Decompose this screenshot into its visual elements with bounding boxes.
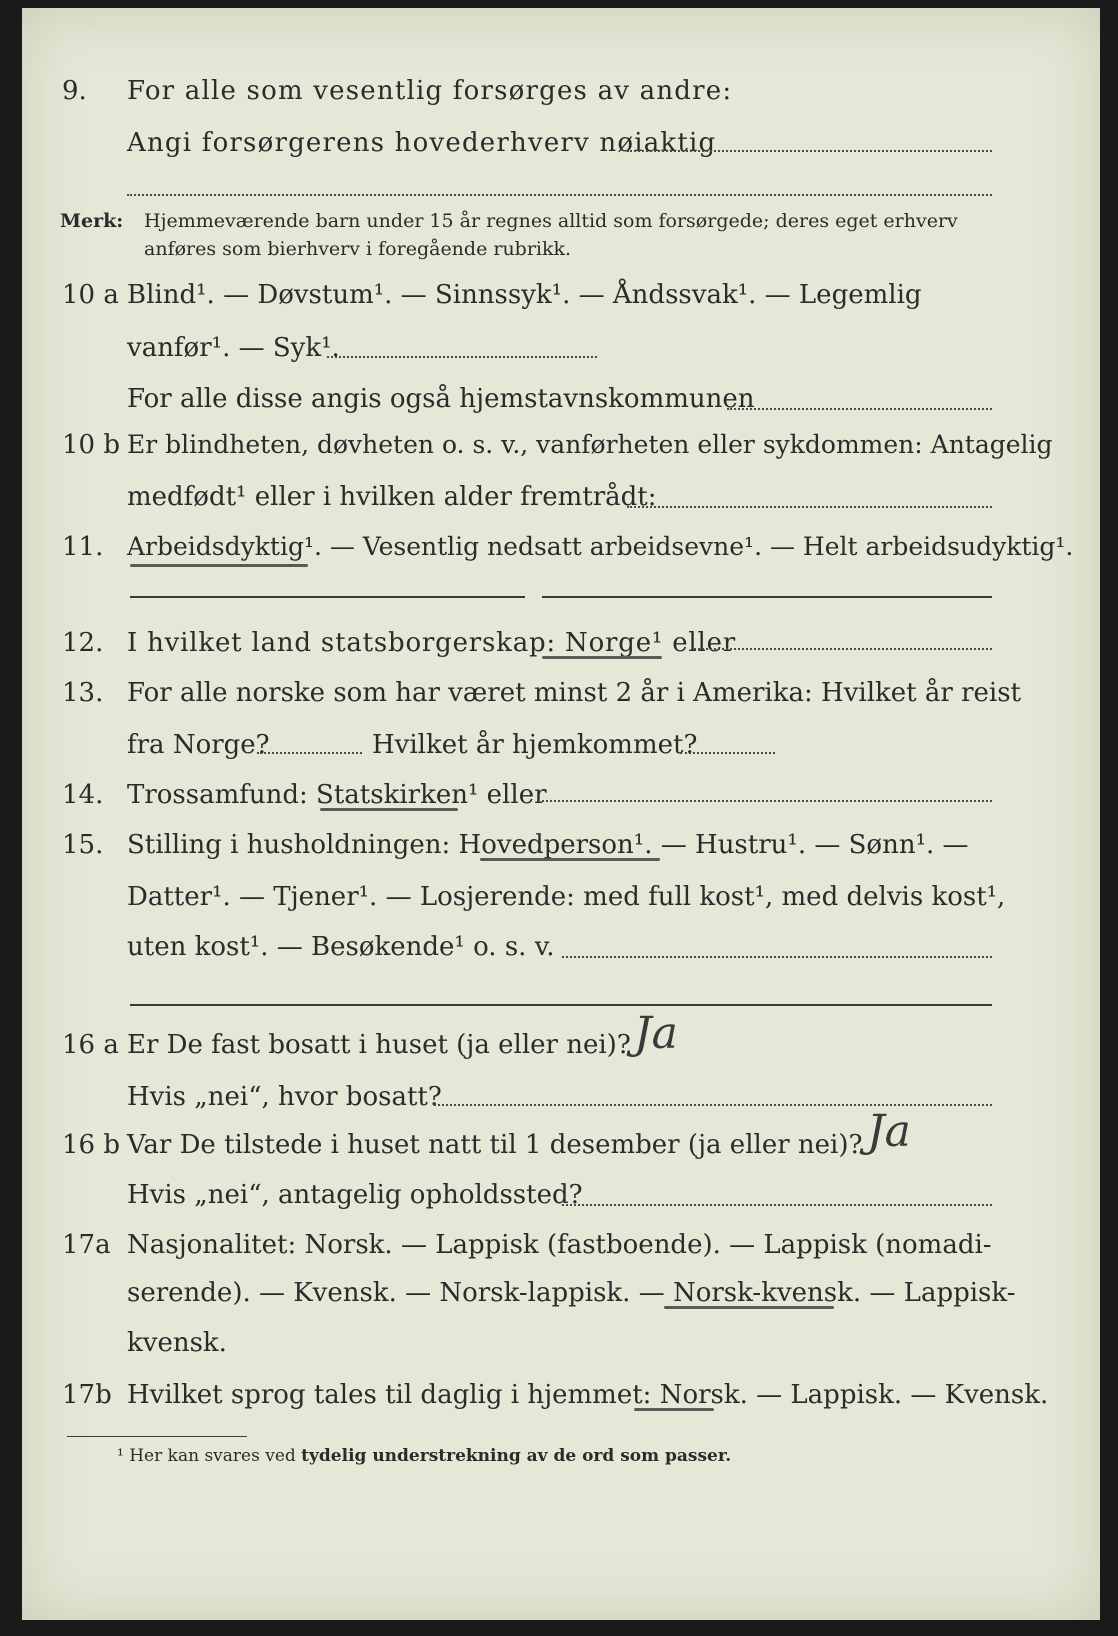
q16b-line2: Hvis „nei“, antagelig opholdssted?	[127, 1180, 583, 1210]
q13-reist-line[interactable]	[257, 752, 362, 754]
q10b-answer-line[interactable]	[627, 506, 992, 508]
q13-line1: For alle norske som har været minst 2 år i Amerika: Hvilket år reist	[127, 678, 1021, 708]
q16a-handwritten-answer: Ja	[634, 1008, 678, 1059]
q17b-line1: Hvilket sprog tales til daglig i hjemmet: Norsk. — Lappisk. — Kvensk.	[127, 1380, 1049, 1410]
q10b-line1: Er blindheten, døvheten o. s. v., vanførheten eller sykdommen: Antagelig	[127, 430, 1053, 459]
footnote-mark: ¹	[117, 1446, 124, 1466]
q13-line2b: Hvilket år hjemkommet?	[372, 730, 698, 760]
q11-line1: Arbeidsdyktig¹. — Vesentlig nedsatt arbeidsevne¹. — Helt arbeidsudyktig¹.	[127, 532, 1074, 561]
q15-number: 15.	[62, 830, 104, 860]
q15-line1: Stilling i husholdningen: Hovedperson¹. — Hustru¹. — Sønn¹. —	[127, 830, 969, 860]
q16b-answer-line[interactable]	[562, 1204, 992, 1206]
q11-handwritten-underline	[130, 564, 308, 567]
q17a-line2: serende). — Kvensk. — Norsk-lappisk. — Norsk-kvensk. — Lappisk-	[127, 1278, 1016, 1308]
q10a-number: 10 a	[62, 280, 119, 310]
q9-line2: Angi forsørgerens hovederhverv nøiaktig	[127, 128, 717, 158]
q11-answer-line[interactable]	[130, 596, 525, 598]
q12-answer-line[interactable]	[694, 648, 992, 650]
q16b-line1: Var De tilstede i huset natt til 1 desember (ja eller nei)?	[127, 1130, 863, 1160]
q12-number: 12.	[62, 628, 104, 658]
q16a-line1: Er De fast bosatt i huset (ja eller nei)?	[127, 1030, 631, 1060]
q15-handwritten-underline	[480, 858, 660, 861]
q16a-line2: Hvis „nei“, hvor bosatt?	[127, 1082, 442, 1112]
merk-line2: anføres som bierhverv i foregående rubrikk.	[144, 238, 572, 260]
q9-line1: For alle som vesentlig forsørges av andre:	[127, 76, 733, 106]
q12-line1: I hvilket land statsborgerskap: Norge¹ eller	[127, 628, 737, 658]
q10a-line3: For alle disse angis også hjemstavnskommunen	[127, 384, 755, 414]
q17a-line3: kvensk.	[127, 1328, 227, 1358]
q10b-line2: medfødt¹ eller i hvilken alder fremtrådt:	[127, 482, 657, 512]
q11-number: 11.	[62, 532, 104, 562]
q13-number: 13.	[62, 678, 104, 708]
q14-number: 14.	[62, 780, 104, 810]
footnote-text-bold: tydelig understrekning av de ord som passer.	[301, 1446, 732, 1466]
q14-line1: Trossamfund: Statskirken¹ eller	[127, 780, 547, 810]
q17a-number: 17a	[62, 1230, 111, 1260]
q11-answer-line-2[interactable]	[542, 596, 992, 598]
q17a-handwritten-underline	[664, 1306, 834, 1309]
q16a-number: 16 a	[62, 1030, 119, 1060]
q17a-line1: Nasjonalitet: Norsk. — Lappisk (fastboende). — Lappisk (nomadi-	[127, 1230, 992, 1260]
q15-answer-line-2[interactable]	[130, 1004, 992, 1006]
q9-number: 9.	[62, 76, 87, 106]
q9-answer-line[interactable]	[627, 150, 992, 152]
q13-hjemkommet-line[interactable]	[680, 752, 775, 754]
q13-line2a: fra Norge?	[127, 730, 270, 760]
q10a-line1: Blind¹. — Døvstum¹. — Sinnssyk¹. — Åndssvak¹. — Legemlig	[127, 280, 922, 310]
footnote	[117, 1446, 731, 1466]
q12-handwritten-underline	[542, 656, 662, 659]
q17b-handwritten-underline	[634, 1408, 714, 1411]
q14-handwritten-underline	[320, 808, 458, 811]
q17b-number: 17b	[62, 1380, 112, 1410]
footnote-rule	[67, 1436, 247, 1437]
q10b-number: 10 b	[62, 430, 120, 460]
q15-answer-line[interactable]	[562, 956, 992, 958]
q15-line3: uten kost¹. — Besøkende¹ o. s. v.	[127, 932, 555, 962]
q16b-number: 16 b	[62, 1130, 120, 1160]
census-form-page	[22, 8, 1100, 1620]
q14-answer-line[interactable]	[537, 800, 992, 802]
q10a-hjemstavn-line[interactable]	[727, 408, 992, 410]
merk-label: Merk:	[60, 210, 124, 232]
q16b-handwritten-answer: Ja	[867, 1106, 911, 1157]
q10a-answer-line[interactable]	[327, 356, 597, 358]
merk-line1: Hjemmeværende barn under 15 år regnes alltid som forsørgede; deres eget erhverv	[144, 210, 958, 232]
q15-line2: Datter¹. — Tjener¹. — Losjerende: med full kost¹, med delvis kost¹,	[127, 882, 1006, 912]
q9-answer-line-2[interactable]	[127, 194, 992, 196]
q10a-line2: vanfør¹. — Syk¹.	[127, 333, 340, 363]
footnote-text: Her kan svares ved	[129, 1446, 296, 1466]
